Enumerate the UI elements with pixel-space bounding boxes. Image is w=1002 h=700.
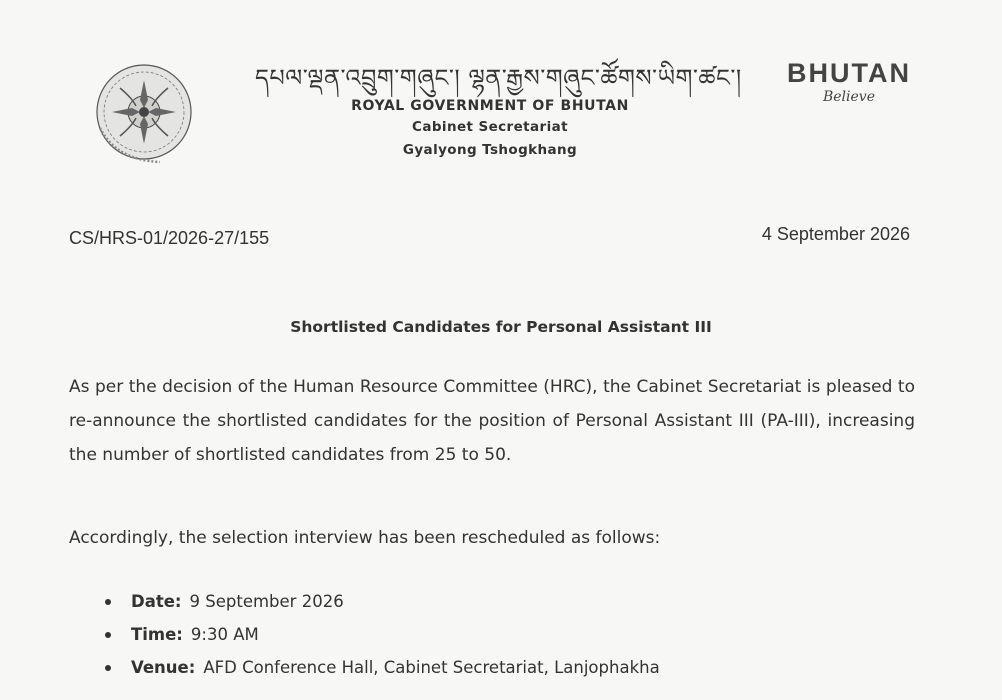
brand-tagline: Believe bbox=[822, 89, 875, 105]
government-header bbox=[320, 96, 660, 162]
government-name: ROYAL GOVERNMENT OF BHUTAN bbox=[351, 98, 629, 114]
department-name: Cabinet Secretariat bbox=[412, 119, 568, 135]
schedule-value: 9:30 AM bbox=[190, 625, 259, 644]
body-paragraph-1: As per the decision of the Human Resource Committee (HRC), the Cabinet Secretariat is pleased to re-announce the shortlisted candidates for the position of Personal Assistant III (PA-III), increasing the number of shortlisted candidates from 25 to 50. bbox=[69, 377, 915, 465]
list-item-time bbox=[105, 618, 660, 651]
list-item-date bbox=[105, 585, 660, 618]
body-paragraph-2: Accordingly, the selection interview has been rescheduled as follows: bbox=[69, 528, 661, 548]
bullet-icon bbox=[105, 599, 111, 605]
list-item-venue bbox=[105, 651, 660, 684]
schedule-label: Venue: bbox=[131, 658, 196, 677]
office-name: Gyalyong Tshogkhang bbox=[402, 142, 578, 158]
royal-seal-icon bbox=[86, 58, 202, 170]
bullet-icon bbox=[105, 665, 111, 671]
schedule-value: AFD Conference Hall, Cabinet Secretariat, Lanjophakha bbox=[203, 658, 660, 677]
brand-logo bbox=[768, 58, 930, 106]
interview-schedule-list bbox=[105, 585, 660, 684]
schedule-value: 9 September 2026 bbox=[189, 592, 344, 611]
brand-name: BHUTAN bbox=[787, 58, 911, 88]
bullet-icon bbox=[105, 632, 111, 638]
letter-date: 4 September 2026 bbox=[761, 224, 910, 244]
reference-number: CS/HRS-01/2026-27/155 bbox=[69, 228, 270, 248]
dzongkha-title: དཔལ་ལྡན་འབྲུག་གཞུང་། ལྷན་རྒྱས་གཞུང་ཚོགས་ཡིག་ཚང་། bbox=[255, 64, 742, 92]
letter-subject: Shortlisted Candidates for Personal Assistant III bbox=[290, 318, 712, 336]
schedule-label: Time: bbox=[131, 625, 183, 644]
schedule-label: Date: bbox=[131, 592, 182, 611]
